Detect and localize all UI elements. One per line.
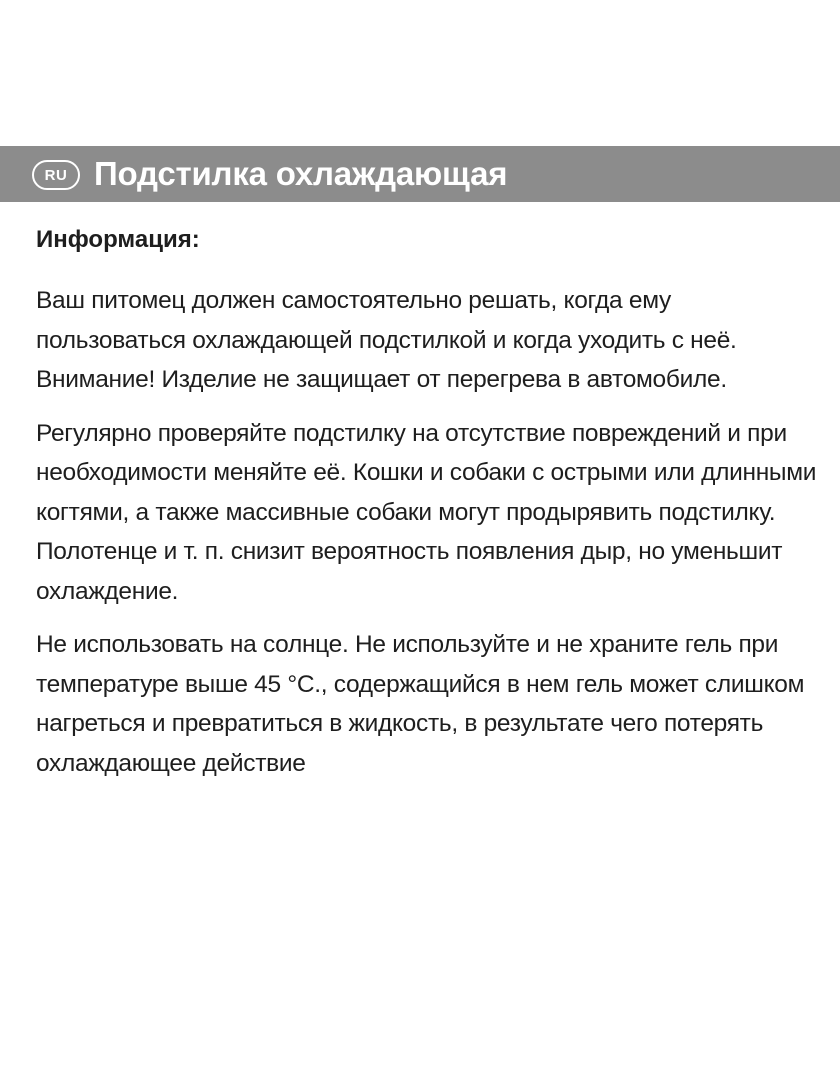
paragraph-inspection: Регулярно проверяйте подстилку на отсутствие повреждений и при необходимости меняйте её. Кошки и собаки с острыми или длинными когтями, а также массивные собаки могут продырявить подстилку. Полотенце и т. п. снизит вероятность появления дыр, но уменьшит охлаждение. xyxy=(36,419,817,605)
document-body xyxy=(36,222,826,797)
language-badge: RU xyxy=(32,160,80,190)
section-heading: Информация: xyxy=(36,226,200,253)
paragraph-sun-warning: Не использовать на солнце. Не используйте и не храните гель при температуре выше 45 °C., содержащийся в нем гель может слишком нагреться и превратиться в жидкость, в результате чего потерять охлаждающее действие xyxy=(36,631,805,777)
section-header-bar xyxy=(0,146,840,202)
paragraph-usage: Ваш питомец должен самостоятельно решать, когда ему пользоваться охлаждающей подстилкой и когда уходить с неё. Внимание! Изделие не защищает от перегрева в автомобиле. xyxy=(36,287,737,393)
page-title: Подстилка охлаждающая xyxy=(94,155,508,192)
